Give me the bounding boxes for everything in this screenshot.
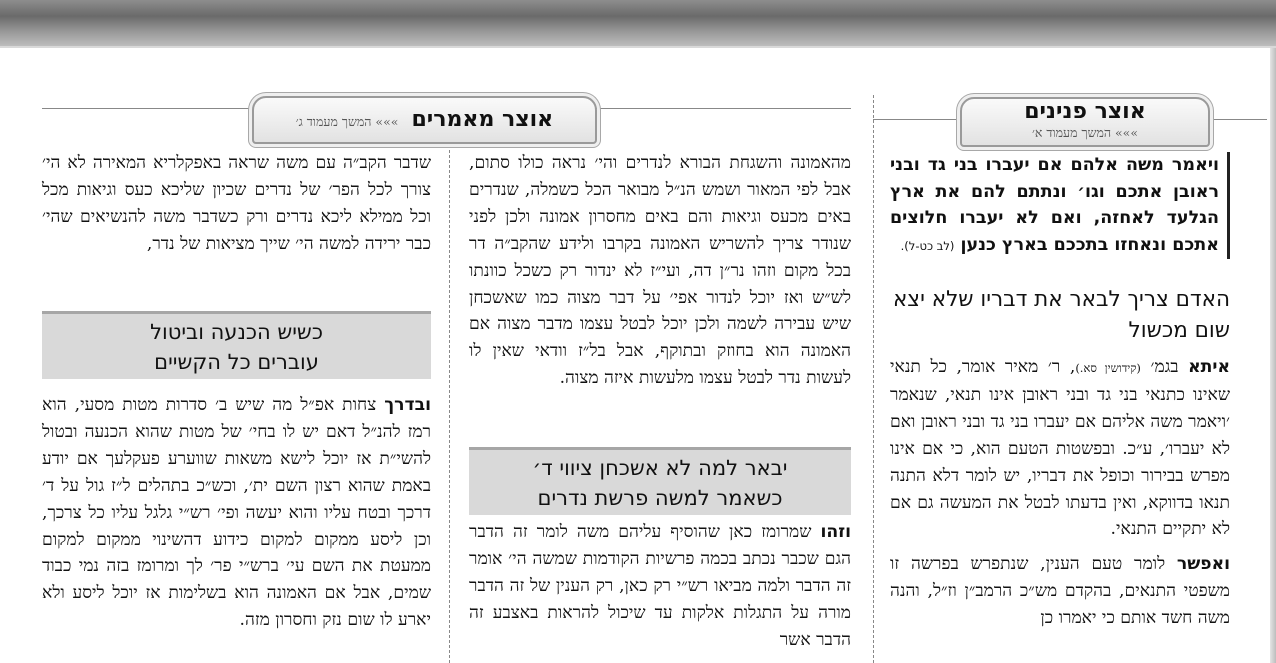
right-p1-ref: (קידושין סא.)	[1075, 361, 1141, 375]
right-column-body	[890, 354, 1230, 632]
column-divider-right	[873, 95, 874, 663]
right-p2-lead: ואפשר	[1176, 554, 1230, 575]
column-divider-left	[449, 150, 450, 663]
left-column-body-2	[42, 392, 431, 634]
left-plaque-title: אוצר מאמרים	[411, 107, 554, 132]
left-paragraph-1: שדבר הקב״ה עם משה שראה באפקלריא המאירה לא הי׳ צורך לכל הפר׳ של נדרים שכיון שליכא כעס וגיאות מכל וכל ממילא ליכא נדרים ורק כשדבר משה להנשיאים שהי׳ כבר ירידה למשה הי׳ שייך מציאות של נדר,	[42, 153, 431, 254]
left-section-plaque	[252, 96, 597, 144]
verse-text: ויאמר משה אלהם אם יעברו בני גד ובני ראובן אתכם וגו׳ ונתתם להם את ארץ הגלעד לאחזה, ואם לא יעברו חלוצים אתכם ונאחזו בתככם בארץ כנען	[890, 155, 1219, 255]
left-plaque-rule	[42, 108, 252, 109]
middle-p2-lead: וזהו	[820, 522, 851, 542]
right-plaque-rule	[873, 119, 965, 120]
right-plaque-title: אוצר פנינים	[1024, 99, 1146, 124]
left-heading-line2: עוברים כל הקשיים	[154, 350, 319, 374]
left-column-body	[42, 150, 431, 258]
right-p2-text: לומר טעם הענין, שנתפרש בפרשה זו משפטי התנאים, בהקדם מש״כ הרמב״ן וז״ל, והנה משה חשד אותם כי יאמרו כן	[890, 554, 1230, 629]
right-p1-pre: בגמ׳	[1150, 357, 1179, 377]
right-section-plaque	[960, 97, 1210, 147]
left-plaque-rule-2	[595, 108, 851, 109]
right-headline: האדם צריך לבאר את דבריו שלא יצא שום מכשול	[892, 287, 1230, 343]
middle-paragraph-2	[469, 519, 851, 654]
middle-heading-line1: יבאר למה לא אשכחן ציווי ד׳	[532, 456, 788, 480]
middle-heading-line2: כשאמר למשה פרשת נדרים	[537, 486, 783, 510]
left-plaque-subtitle: »»» המשך מעמוד ג׳	[295, 114, 399, 129]
verse-block	[890, 152, 1230, 259]
right-plaque-rule-2	[1205, 119, 1267, 120]
top-banner	[0, 0, 1276, 46]
left-paragraph-2	[42, 392, 431, 634]
left-p2-text: צחות אפ״ל מה שיש ב׳ סדרות מטות מסעי, הוא רמז להנ״ל דאם יש לו בחי׳ של מטות שהוא הכנעה ובטול להשי״ת אז יוכל לישא משאות שווערע פעקלעך אם יודע באמת שהוא רצון השם ית׳, וכש״כ בתהלים ל״ז גול על ד׳ דרכך ובטח עליו והוא יעשה ופי׳ רש״י גלגל עליו כל צרכך, וכן ליסע ממקום למקום כידוע דהשינוי ממקום למקום ממעטת את השם עי׳ ברש״י פר׳ לך ומרומז בזה נמי כבוד שמים, אבל אם האמונה הוא בשלימות אז יוכל ליסע ולא יארע לו שום נזק וחסרון מזה.	[42, 395, 431, 631]
middle-column-body	[469, 150, 851, 392]
left-p2-lead: ובדרך	[384, 395, 431, 415]
right-plaque-subtitle: »»» המשך מעמוד א׳	[1032, 125, 1138, 140]
middle-paragraph-1: מהאמונה והשגחת הבורא לנדרים והי׳ נראה כולו סתום, אבל לפי המאור ושמש הנ״ל מבואר הכל כשמלה, שנדרים באים מכעס וגיאות והם באים מחסרון אמונה ולכן לפני שנודר צריך להשריש האמונה בקרבו ולידע שהקב״ה דר בכל מקום וזהו נר״ן דה, ועי״ז לא ינדור רק כשכל כוונתו לש״ש ואז יוכל לנדור אפי׳ על דבר מצוה כמו שאשכחן שיש עבירה לשמה ולכן יוכל לבטל עצמו מדבר מצוה אם האמונה הוא בחוזק ובתוקף, אבל בל״ז וודאי שאין לו לעשות נדר לבטל עצמו מלעשות איזה מצוה.	[469, 153, 851, 389]
right-p1-lead: איתא	[1188, 357, 1230, 377]
right-frame	[1270, 48, 1276, 663]
right-paragraph-1	[890, 354, 1230, 543]
right-p1-text: , ר׳ מאיר אומר, כל תנאי שאינו כתנאי בני גד ובני ראובן אינו תנאי, שנאמר ׳ויאמר משה אליהם אם יעברו בני גד ובני ראובן ואם לא יעברו׳, ע״כ. ובפשטות הטעם הוא, כי אם אינו מפרש בבירור וכופל את דבריו, יש לומר דלא התנה תנאו בדווקא, ואין בדעתו לבטל את המעשה גם אם לא יתקיים התנאי.	[890, 357, 1230, 540]
left-section-heading	[42, 311, 431, 379]
right-paragraph-2	[890, 551, 1230, 632]
verse-reference: (לב כט-ל).	[900, 238, 955, 253]
middle-p2-text: שמרומז כאן שהוסיף עליהם משה לומר זה הדבר הגם שכבר נכתב בכמה פרשיות הקודמות שמשה הי׳ אומר זה הדבר ולמה מביאו רש״י רק כאן, רק הענין של זה הדבר מורה על התגלות אלקות עד שיכול להראות באצבע זה הדבר אשר	[469, 522, 851, 650]
middle-column-body-2	[469, 519, 851, 654]
middle-section-heading	[469, 447, 851, 515]
left-heading-line1: כשיש הכנעה וביטול	[150, 320, 323, 344]
